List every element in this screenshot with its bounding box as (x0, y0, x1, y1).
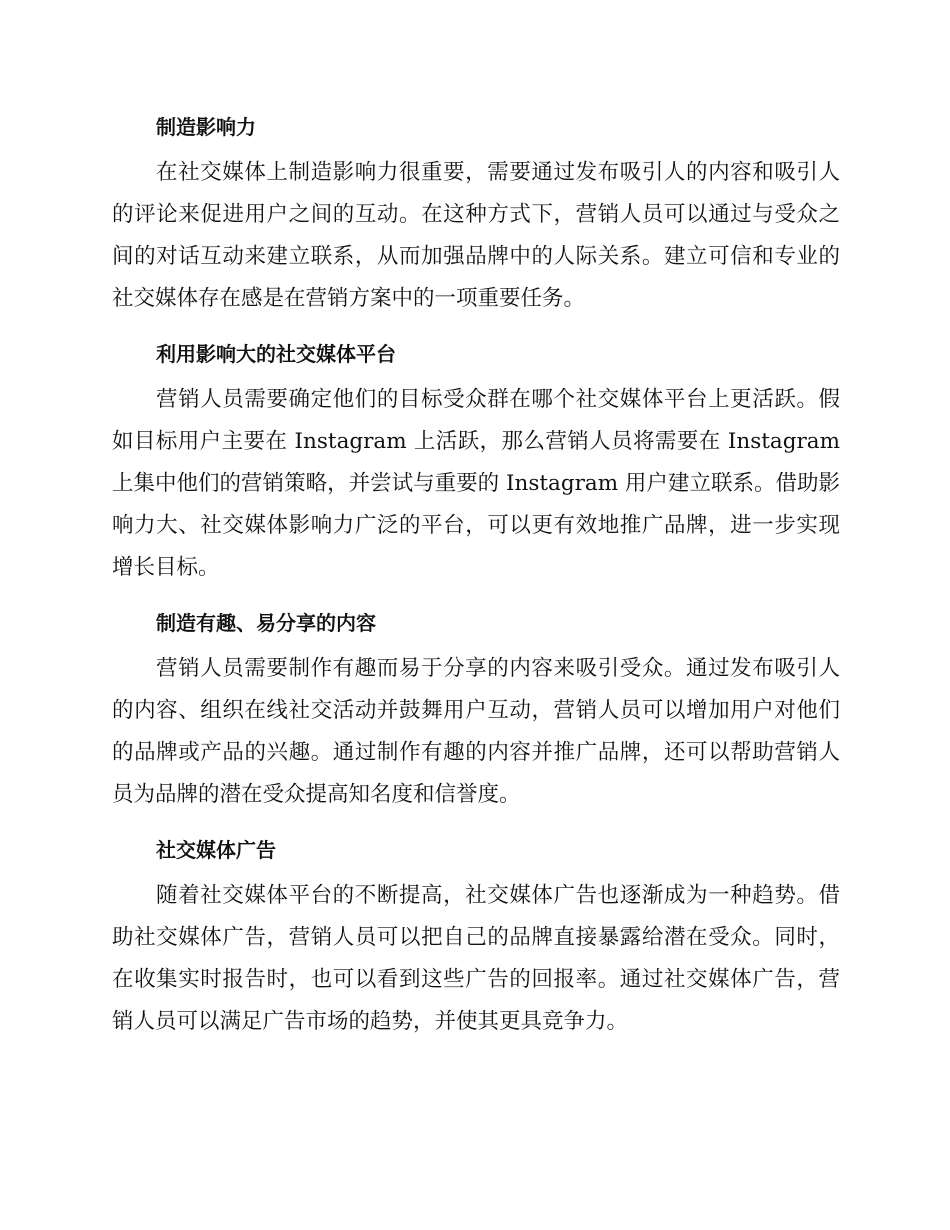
section-paragraph: 营销人员需要制作有趣而易于分享的内容来吸引受众。通过发布吸引人的内容、组织在线社交活动并鼓舞用户互动，营销人员可以增加用户对他们的品牌或产品的兴趣。通过制作有趣的内容并推广品牌，还可以帮助营销人员为品牌的潜在受众提高知名度和信誉度。 (112, 656, 840, 807)
section-platforms (112, 337, 840, 589)
section-influence (112, 110, 840, 320)
section-content (112, 606, 840, 816)
section-paragraph: 随着社交媒体平台的不断提高，社交媒体广告也逐渐成为一种趋势。借助社交媒体广告，营销人员可以把自己的品牌直接暴露给潜在受众。同时，在收集实时报告时，也可以看到这些广告的回报率。通过社交媒体广告，营销人员可以满足广告市场的趋势，并使其更具竞争力。 (112, 883, 840, 1034)
section-advertising (112, 833, 840, 1043)
section-heading: 利用影响大的社交媒体平台 (156, 342, 396, 366)
section-heading: 社交媒体广告 (156, 838, 276, 862)
section-heading: 制造影响力 (156, 115, 256, 139)
section-paragraph: 营销人员需要确定他们的目标受众群在哪个社交媒体平台上更活跃。假如目标用户主要在 Instagram 上活跃，那么营销人员将需要在 Instagram 上集中他们的营销策略，并尝试与重要的 Instagram 用户建立联系。借助影响力大、社交媒体影响力广泛的平台，可以更有效地推广品牌，进一步实现增长目标。 (112, 387, 840, 580)
section-heading: 制造有趣、易分享的内容 (156, 611, 376, 635)
section-paragraph: 在社交媒体上制造影响力很重要，需要通过发布吸引人的内容和吸引人的评论来促进用户之间的互动。在这种方式下，营销人员可以通过与受众之间的对话互动来建立联系，从而加强品牌中的人际关系。建立可信和专业的社交媒体存在感是在营销方案中的一项重要任务。 (112, 160, 840, 311)
